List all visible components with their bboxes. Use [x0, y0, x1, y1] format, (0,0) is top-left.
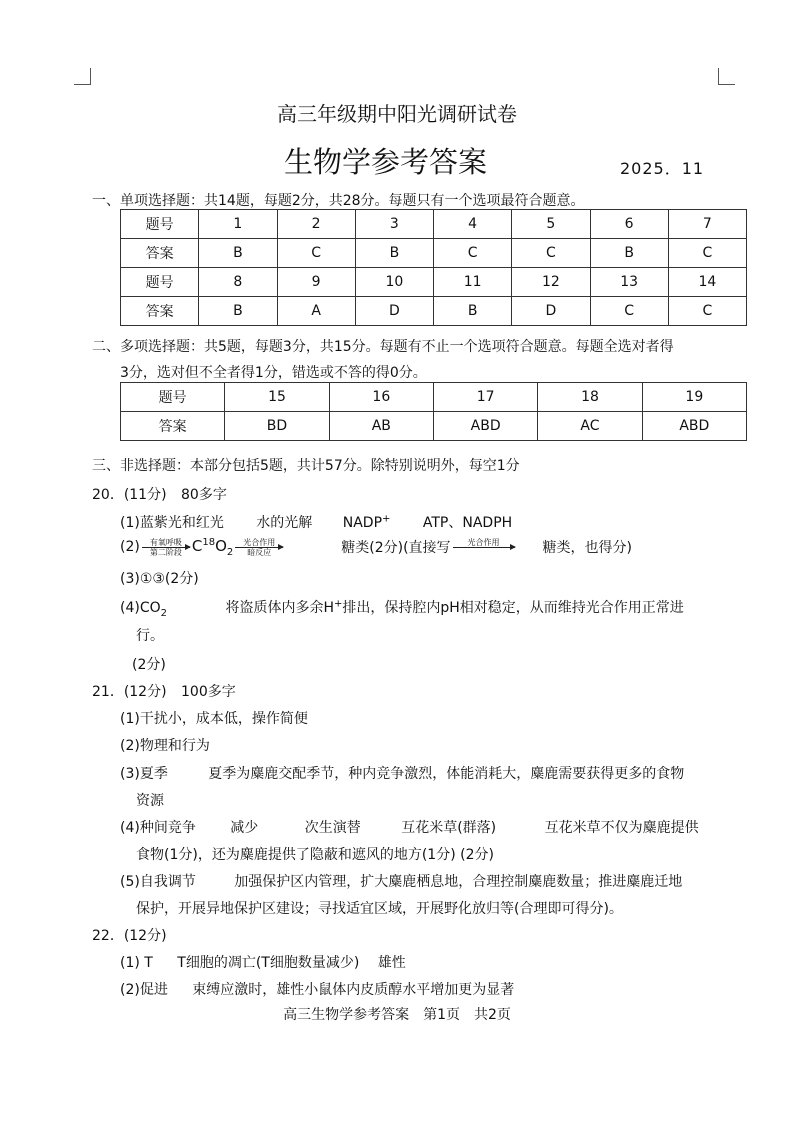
q21-answer-2: (2)物理和行为 — [120, 738, 210, 754]
q21-4-d: 互花米草(群落) — [401, 820, 497, 836]
q21-4-c: 次生演替 — [304, 820, 361, 836]
q21-4-e: 互花米草不仅为麋鹿提供 — [544, 820, 699, 836]
single-choice-row — [121, 297, 747, 326]
single-choice-cell: C — [668, 239, 746, 268]
q21-answer-5-cont: 保护，开展异地保护区建设；寻找适宜区域，开展野化放归等(合理即可得分)。 — [136, 901, 623, 917]
single-choice-cell: 3 — [355, 210, 433, 239]
q21-5-b: 加强保护区内管理，扩大麋鹿栖息地，合理控制麋鹿数量；推进麋鹿迁地 — [234, 874, 683, 890]
single-choice-answer-table — [120, 209, 747, 326]
single-choice-row-label: 答案 — [121, 239, 199, 268]
multiple-choice-cell: ABD — [433, 412, 537, 441]
q20-1-b: 水的光解 — [256, 515, 313, 531]
single-choice-cell: 10 — [355, 268, 433, 297]
single-choice-row-label: 答案 — [121, 297, 199, 326]
single-choice-cell: D — [355, 297, 433, 326]
q20-2-prefix: (2) — [120, 539, 140, 555]
q21-3-b: 夏季为麋鹿交配季节，种内竞争激烈，体能消耗大，麋鹿需要获得更多的食物 — [208, 766, 685, 782]
q21-score: 21．(12分) — [92, 684, 167, 700]
q21-answer-5 — [120, 871, 682, 891]
single-choice-cell: 1 — [199, 210, 277, 239]
single-choice-cell: C — [277, 239, 355, 268]
q20-answer-2 — [120, 534, 632, 560]
multiple-choice-cell: AB — [329, 412, 433, 441]
q21-answer-4 — [120, 817, 699, 837]
single-choice-cell: 9 — [277, 268, 355, 297]
q20-2-suffix: 糖类，也得分) — [542, 540, 633, 556]
multiple-choice-answer-table — [120, 382, 747, 441]
multiple-choice-row — [121, 412, 747, 441]
arrow3-shaft — [453, 547, 515, 548]
multiple-choice-row-label: 答案 — [121, 412, 225, 441]
arrow2-label-bottom: 暗反应 — [247, 547, 272, 557]
single-choice-row — [121, 239, 747, 268]
arrow3-label-top: 光合作用 — [467, 537, 500, 547]
q20-4-sup: + — [334, 598, 343, 610]
multiple-choice-cell: 18 — [538, 383, 642, 412]
q20-4-sub: 2 — [160, 607, 168, 619]
q20-answer-1 — [120, 512, 512, 532]
q20-4-c: 排出，保持腔内pH相对稳定，从而维持光合作用正常进 — [342, 600, 684, 616]
q22-header: 22．(12分) — [92, 928, 167, 944]
single-choice-cell: B — [590, 239, 668, 268]
q20-answer-4-score: (2分) — [132, 657, 166, 673]
q20-score: 20．(11分) — [92, 487, 167, 503]
photosynthesis-arrow — [235, 538, 283, 557]
q20-1-c-sup: + — [382, 513, 391, 525]
multiple-choice-cell: 16 — [329, 383, 433, 412]
single-choice-row — [121, 210, 747, 239]
q22-1-c: 雄性 — [377, 955, 406, 971]
single-choice-cell: 11 — [434, 268, 512, 297]
single-choice-cell: B — [199, 239, 277, 268]
single-choice-cell: 14 — [668, 268, 746, 297]
section3-heading: 三、非选择题：本部分包括5题，共计57分。除特别说明外，每空1分 — [92, 458, 520, 474]
single-choice-cell: B — [355, 239, 433, 268]
q21-note: 100多字 — [181, 684, 236, 700]
single-choice-cell: 2 — [277, 210, 355, 239]
multiple-choice-row — [121, 383, 747, 412]
q22-2-a: (2)促进 — [120, 982, 168, 998]
single-choice-cell: 13 — [590, 268, 668, 297]
single-choice-cell: A — [277, 297, 355, 326]
arrow1-label-top: 有氧呼吸 — [149, 537, 182, 547]
single-choice-cell: 4 — [434, 210, 512, 239]
q20-1-a: (1)蓝紫光和红光 — [120, 515, 224, 531]
q22-answer-1 — [120, 952, 406, 972]
c18o2-formula: $C^{18}O_2$ — [191, 536, 234, 558]
single-choice-cell: B — [434, 297, 512, 326]
multiple-choice-cell: 19 — [642, 383, 746, 412]
q20-4-a: (4)CO — [120, 600, 161, 616]
section1-heading: 一、单项选择题：共14题，每题2分，共28分。每题只有一个选项最符合题意。 — [92, 193, 585, 209]
single-choice-cell: C — [512, 239, 590, 268]
arrow2-label-top: 光合作用 — [243, 537, 276, 547]
q22-answer-2 — [120, 979, 514, 999]
q21-4-a: (4)种间竞争 — [120, 820, 196, 836]
multiple-choice-cell: AC — [538, 412, 642, 441]
arrow2-shaft — [235, 547, 283, 548]
direct-photosynthesis-arrow — [453, 538, 515, 557]
q20-header — [92, 484, 227, 504]
single-choice-cell: C — [590, 297, 668, 326]
multiple-choice-cell: ABD — [642, 412, 746, 441]
single-choice-cell: 6 — [590, 210, 668, 239]
q21-4-b: 减少 — [230, 820, 259, 836]
q20-4-b: 将盗质体内多余H — [225, 600, 334, 616]
exam-title: 高三年级期中阳光调研试卷 — [277, 102, 517, 126]
q20-note: 80多字 — [181, 487, 227, 503]
q21-answer-3 — [120, 763, 684, 783]
q20-1-d: ATP、NADPH — [422, 515, 513, 531]
single-choice-cell: C — [434, 239, 512, 268]
single-choice-cell: 7 — [668, 210, 746, 239]
q21-5-a: (5)自我调节 — [120, 874, 196, 890]
q22-1-a: (1) T — [120, 955, 153, 971]
document-title: 生物学参考答案 — [284, 145, 488, 179]
q20-answer-3: (3)①③(2分) — [120, 571, 199, 587]
multiple-choice-cell: 15 — [225, 383, 329, 412]
q22-2-b: 束缚应激时，雄性小鼠体内皮质醇水平增加更为显著 — [192, 982, 515, 998]
multiple-choice-row-label: 题号 — [121, 383, 225, 412]
q21-3-a: (3)夏季 — [120, 766, 168, 782]
q22-1-b: T细胞的凋亡(T细胞数量减少) — [177, 955, 360, 971]
crop-mark-right — [718, 68, 735, 85]
crop-mark-left — [74, 68, 91, 85]
q21-answer-4-cont: 食物(1分)，还为麋鹿提供了隐蔽和遮风的地方(1分) (2分) — [136, 847, 494, 863]
q21-answer-3-cont: 资源 — [136, 793, 164, 809]
arrow1-shaft — [142, 547, 190, 548]
q20-1-c: NADP — [342, 515, 383, 531]
q20-2-mid: 糖类(2分)(直接写 — [341, 540, 451, 556]
single-choice-row-label: 题号 — [121, 268, 199, 297]
section2-heading-line2: 3分，选对但不全者得1分，错选或不答的得0分。 — [120, 365, 427, 381]
single-choice-row — [121, 268, 747, 297]
document-date: 2025．11 — [620, 159, 705, 178]
q21-answer-1: (1)干扰小，成本低，操作简便 — [120, 711, 308, 727]
single-choice-cell: D — [512, 297, 590, 326]
multiple-choice-cell: BD — [225, 412, 329, 441]
respiration-arrow — [142, 538, 190, 557]
single-choice-row-label: 题号 — [121, 210, 199, 239]
multiple-choice-cell: 17 — [433, 383, 537, 412]
single-choice-cell: 12 — [512, 268, 590, 297]
single-choice-cell: C — [668, 297, 746, 326]
q20-answer-4-cont: 行。 — [136, 628, 164, 644]
single-choice-cell: B — [199, 297, 277, 326]
single-choice-cell: 5 — [512, 210, 590, 239]
q20-answer-4 — [120, 597, 684, 619]
page-footer: 高三生物学参考答案 第1页 共2页 — [283, 1007, 511, 1023]
section2-heading-line1: 二、多项选择题：共5题，每题3分，共15分。每题有不止一个选项符合题意。每题全选对者得 — [92, 339, 674, 355]
single-choice-cell: 8 — [199, 268, 277, 297]
q21-header — [92, 681, 236, 701]
arrow1-label-bottom: 第二阶段 — [149, 547, 182, 557]
